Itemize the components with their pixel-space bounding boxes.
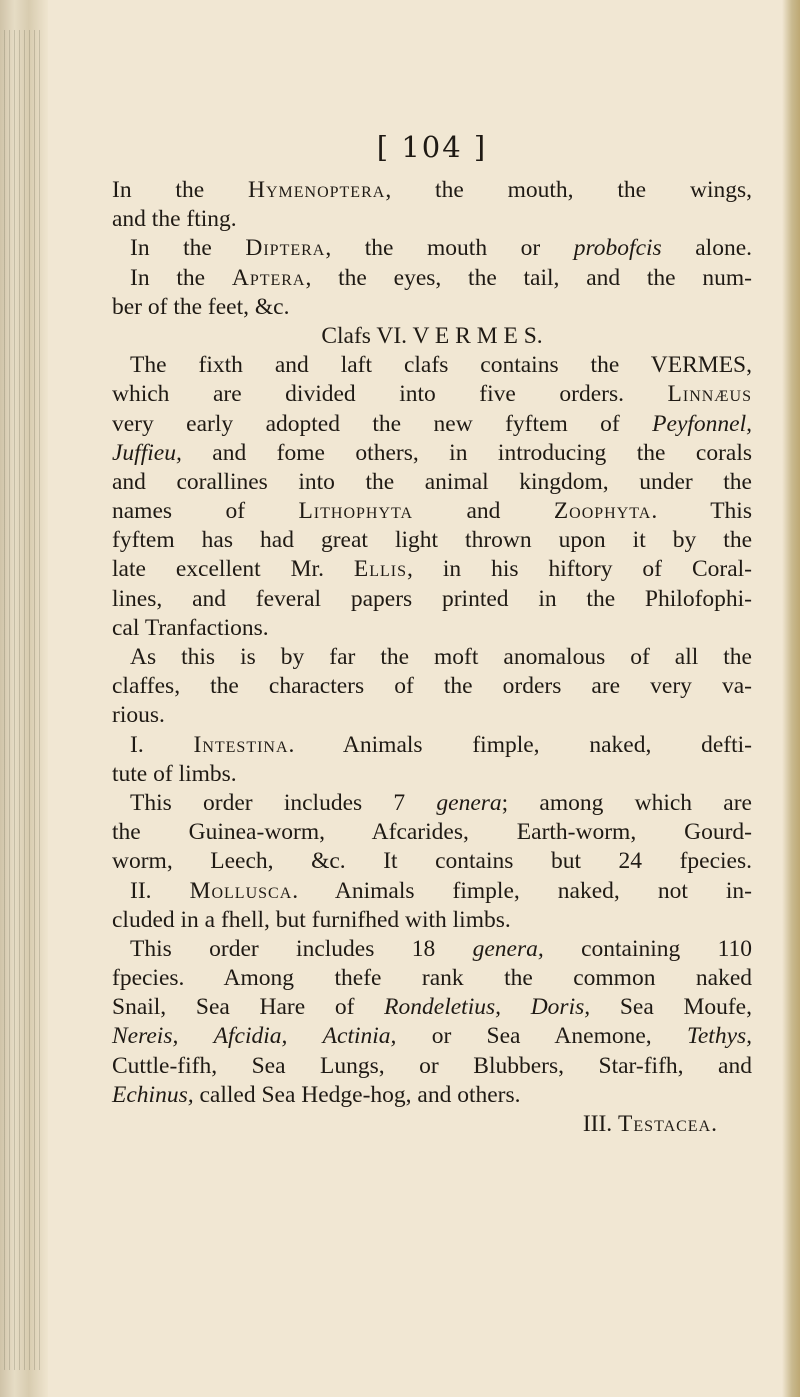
text-line: late excellent Mr. Ellis, in his hiftory of Coral-: [112, 556, 752, 583]
text-line: fpecies. Among thefe rank the common naked: [112, 965, 752, 992]
text-line: I. Intestina. Animals fimple, naked, defti-: [130, 731, 753, 758]
text-line: Nereis, Afcidia, Actinia, or Sea Anemone, Tethys,: [112, 1023, 753, 1050]
text-line: worm, Leech, &c. It contains but 24 fpecies.: [112, 848, 752, 875]
text-line: cluded in a fhell, but furnifhed with limbs.: [112, 906, 511, 933]
text-line: the Guinea-worm, Afcarides, Earth-worm, Gourd-: [112, 819, 752, 846]
text-line: very early adopted the new fyftem of Peyfonnel,: [112, 410, 752, 437]
text-line: This order includes 7 genera; among which are: [130, 789, 752, 816]
text-line: ber of the feet, &c.: [112, 293, 290, 320]
text-line: In the Hymenoptera, the mouth, the wings,: [112, 177, 752, 203]
text-line: As this is by far the moft anomalous of all the: [130, 644, 752, 670]
text-block: [112, 176, 752, 1139]
page-body: [112, 130, 752, 1139]
text-line: Cuttle-fifh, Sea Lungs, or Blubbers, Star-fifh, and: [112, 1052, 752, 1079]
text-line: cal Tranfactions.: [112, 614, 269, 641]
page-edge: [782, 0, 800, 1397]
text-line: II. Mollusca. Animals fimple, naked, not in-: [130, 877, 752, 904]
text-line: III. Testacea.: [582, 1111, 718, 1137]
text-line: which are divided into five orders. Linnæus: [112, 381, 752, 408]
text-line: Echinus, called Sea Hedge-hog, and others.: [112, 1081, 521, 1108]
text-line: claffes, the characters of the orders are very va-: [112, 673, 752, 700]
book-gutter: [0, 0, 48, 1397]
text-line: rious.: [112, 702, 165, 729]
text-line: In the Diptera, the mouth or probofcis alone.: [130, 235, 752, 262]
text-line: names of Lithophyta and Zoophyta. This: [112, 498, 752, 525]
text-line: In the Aptera, the eyes, the tail, and the num-: [130, 264, 752, 291]
text-line: Juffieu, and fome others, in introducing the corals: [112, 439, 752, 466]
text-line: and the fting.: [112, 206, 237, 233]
text-line: lines, and feveral papers printed in the Philofophi-: [112, 585, 752, 612]
binding-threads: [4, 30, 40, 1370]
page-number: [ 104 ]: [376, 130, 488, 164]
text-line: Clafs VI. V E R M E S.: [321, 322, 543, 349]
text-line: tute of limbs.: [112, 760, 237, 787]
text-line: This order includes 18 genera, containing 110: [130, 935, 752, 962]
text-line: The fixth and laft clafs contains the VERMES,: [130, 352, 752, 379]
text-line: Snail, Sea Hare of Rondeletius, Doris, Sea Moufe,: [112, 994, 752, 1021]
text-line: and corallines into the animal kingdom, under the: [112, 468, 752, 495]
text-line: fyftem has had great light thrown upon it by the: [112, 527, 752, 554]
